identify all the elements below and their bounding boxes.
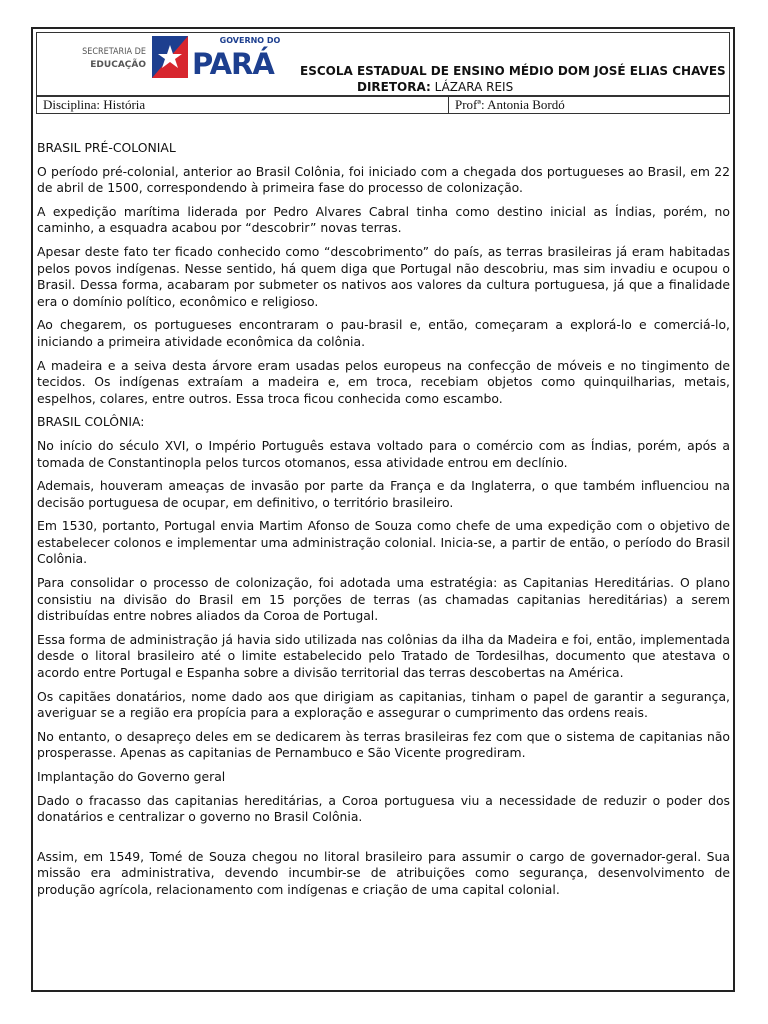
paragraph: O período pré-colonial, anterior ao Brasil Colônia, foi iniciado com a chegada dos portugueses ao Brasil, em 22 de abril de 1500, correspondendo à primeira fase do processo de colonização. — [37, 163, 730, 196]
paragraph: Para consolidar o processo de colonização, foi adotada uma estratégia: as Capitanias Hereditárias. O plano consistiu na divisão do Brasil em 15 porções de terras (as chamadas capitanias hereditárias) a serem distribuídas entre nobres aliados da Coroa de Portugal. — [37, 575, 730, 624]
director-line — [357, 80, 513, 94]
paragraph: Assim, em 1549, Tomé de Souza chegou no litoral brasileiro para assumir o cargo de governador-geral. Sua missão era administrativa, devendo incumbir-se de atribuições como segurança, desenvolvimento de produção agrícola, relacionamento com indígenas e criação de uma capital colonial. — [37, 848, 730, 897]
logo-educacao-text: EDUCAÇÃO — [90, 60, 146, 70]
logo-para-text: PARÁ — [192, 47, 274, 80]
paragraph: Ademais, houveram ameaças de invasão por parte da França e da Inglaterra, o que também influenciou na decisão portuguesa de ocupar, em definitivo, o território brasileiro. — [37, 478, 730, 510]
paragraph: Em 1530, portanto, Portugal envia Martim Afonso de Souza como chefe de uma expedição com o objetivo de estabelecer colonos e implementar uma administração colonial. Inicia-se, a partir de então, o período do Brasil Colônia. — [37, 518, 730, 567]
section-title-pre-colonial: BRASIL PRÉ-COLONIAL — [37, 140, 176, 155]
paragraph: No início do século XVI, o Império Português estava voltado para o comércio com as Índias, porém, após a tomada de Constantinopla pelos turcos otomanos, essa atividade entrou em declínio. — [37, 437, 730, 470]
paragraph: Os capitães donatários, nome dado aos que dirigiam as capitanias, tinham o papel de garantir a segurança, averiguar se a região era propícia para a exploração e assegurar o cumprimento das ordens reais. — [37, 688, 730, 721]
logo-secretaria-text: SECRETARIA DE — [82, 47, 146, 57]
teacher-cell: Profª: Antonia Bordó — [455, 97, 565, 112]
government-logo — [80, 34, 290, 80]
document-body — [37, 140, 730, 906]
para-flag-icon — [152, 36, 188, 78]
paragraph: A madeira e a seiva desta árvore eram usadas pelos europeus na confecção de móveis e no tingimento de tecidos. Os indígenas extraíam a madeira e, em troca, recebiam objetos como quinquilharias, metais, espelhos, colares, entre outros. Essa troca ficou conhecida como escambo. — [37, 357, 730, 406]
paragraph: Essa forma de administração já havia sido utilizada nas colônias da ilha da Madeira e foi, então, implementada desde o litoral brasileiro até o limite estabelecido pelo Tratado de Tordesilhas, documento que atestava o acordo entre Portugal e Espanha sobre a divisão territorial das terras descobertas na América. — [37, 631, 730, 681]
section-title-colonia: BRASIL COLÔNIA: — [37, 414, 145, 430]
logo-governo-text: GOVERNO DO — [219, 36, 281, 45]
blank-line — [37, 833, 730, 849]
paragraph: No entanto, o desapreço deles em se dedicarem às terras brasileiras fez com que o sistema de capitanias não prosperasse. Apenas as capitanias de Pernambuco e São Vicente progrediram. — [37, 728, 730, 761]
paragraph: A expedição marítima liderada por Pedro Alvares Cabral tinha como destino inicial as Índias, porém, no caminho, a esquadra acabou por “descobrir” novas terras. — [37, 203, 730, 236]
paragraph: Ao chegarem, os portugueses encontraram o pau-brasil e, então, começaram a explorá-lo e comerciá-lo, iniciando a primeira atividade econômica da colônia. — [37, 317, 730, 349]
subject-cell: Disciplina: História — [37, 97, 449, 113]
director-label: DIRETORA: — [357, 80, 431, 94]
school-name: ESCOLA ESTADUAL DE ENSINO MÉDIO DOM JOSÉ ELIAS CHAVES — [300, 64, 726, 78]
paragraph: Dado o fracasso das capitanias hereditárias, a Coroa portuguesa viu a necessidade de reduzir o poder dos donatários e centralizar o governo no Brasil Colônia. — [37, 792, 730, 825]
info-row — [36, 96, 730, 114]
paragraph: Apesar deste fato ter ficado conhecido como “descobrimento” do país, as terras brasileiras já eram habitadas pelos povos indígenas. Nesse sentido, há quem diga que Portugal não descobriu, mas sim invadiu e ocupou o Brasil. Dessa forma, acabaram por submeter os nativos aos valores da cultura portuguesa, já que a finalidade era o domínio político, econômico e religioso. — [37, 243, 730, 309]
section-title-governo-geral: Implantação do Governo geral — [37, 769, 226, 784]
director-name: LÁZARA REIS — [434, 80, 514, 94]
